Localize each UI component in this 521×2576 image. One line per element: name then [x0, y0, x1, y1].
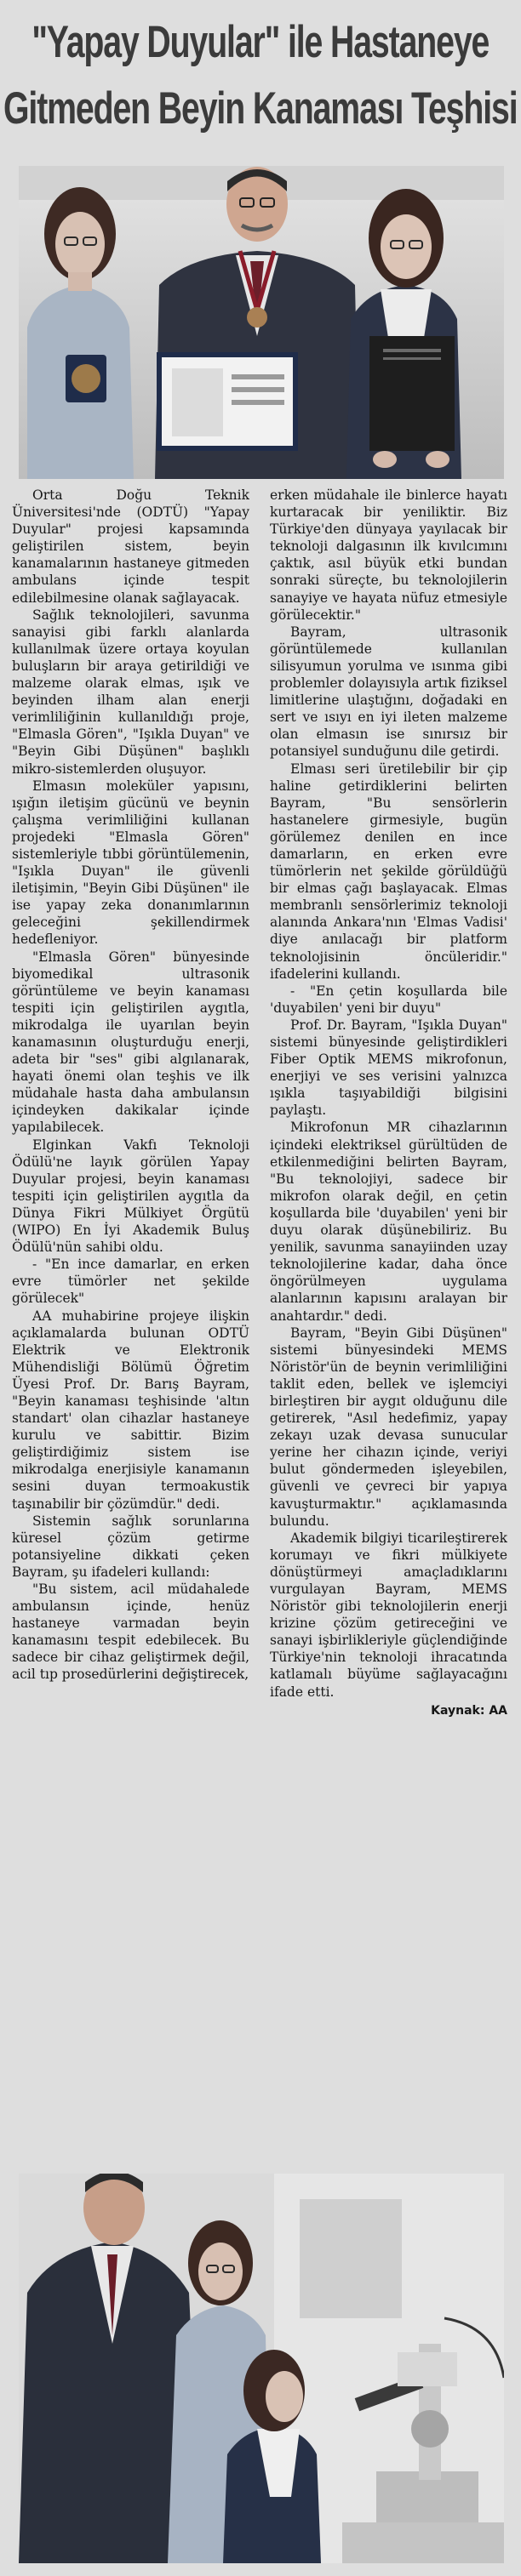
headline-line-2: Gitmeden Beyin Kanaması Teşhisi [3, 83, 518, 134]
subheading: - "En çetin koşullarda bile 'duyabilen' yeni bir duyu" [270, 983, 507, 1016]
paragraph: Sistemin sağlık sorunlarına küresel çözüm getirme potansiyeline dikkati çeken Bayram, şu ifadeleri kullandı: [12, 1513, 249, 1580]
paragraph: AA muhabirine projeye ilişkin açıklamalarda bulunan ODTÜ Elektrik ve Elektronik Mühendisliği Bölümü Öğretim Üyesi Prof. Dr. Barış Bayram, "Beyin kanaması teşhisinde 'altın standart' olan cihazlar hastaneye kurulu ve sabittir. Bizim geliştirdiğimiz sistem ise mikrodalga enerjisiyle kanamanın sesini duyan termoakustik taşınabilir bir çözümdür." dedi. [12, 1308, 249, 1512]
ceremony-photo [19, 166, 504, 479]
paragraph: erken müdahale ile binlerce hayatı kurtaracak bir yeniliktir. Biz Türkiye'den dünyaya yayılacak bir teknoloji dalgasının ilk kıvılcımını çaktık, asıl büyük etki bundan sonraki süreçte, bu teknolojilerin sanayiye ve hayata nüfuz etmesiyle görülecektir." [270, 487, 507, 623]
lab-photo [19, 2174, 504, 2563]
source-value: AA [489, 1703, 507, 1718]
paragraph: Orta Doğu Teknik Üniversitesi'nde (ODTÜ) "Yapay Duyular" projesi kapsamında geliştirilen sistem, beyin kanamalarının hastaneye gitmeden ambulans içinde tespit edilebilmesine olanak sağlayacak. [12, 487, 249, 606]
paragraph: Bayram, ultrasonik görüntülemede kullanılan silisyumun yorulma ve ısınma gibi problemler dolayısıyla artık fiziksel limitlerine ulaştığını, doğadaki en sert ve ısıyı en iyi ileten malzeme olan elmasın ise sınırsız bir potansiyel sunduğunu dile getirdi. [270, 624, 507, 760]
paragraph: Elmasın moleküler yapısını, ışığın iletişim gücünü ve beynin çalışma verimliliğini kullanan projedeki "Elmasla Gören" sistemleriyle tıbbi görüntülemenin, "Işıkla Duyan" ile güvenli iletişimin, "Beyin Gibi Düşünen" ile ise yapay zeka donanımlarının geleceğini şekillendirmek hedefleniyor. [12, 778, 249, 948]
headline-line-1: "Yapay Duyular" ile Hastaneye [31, 17, 490, 67]
paragraph: "Bu sistem, acil müdahalede ambulansın içinde, henüz hastaneye varmadan beyin kanamasını tespit edebilecek. Bu sadece bir cihaz geliştirmek değil, acil tıp prosedürlerini değiştirecek, [12, 1582, 249, 1683]
article-column-right [270, 487, 507, 2163]
paragraph: Akademik bilgiyi ticarileştirerek korumayı ve fikri mülkiyete dönüştürmeyi amaçladıklarını vurgulayan Bayram, MEMS Nöristör gibi teknolojilerin enerji krizine çözüm getireceğini ve sanayi işbirlikleriyle güçlendiğinde Türkiye'nin teknoloji ihracatında katlamalı büyüme sağlayacağını ifade etti. [270, 1530, 507, 1700]
paragraph: Bayram, "Beyin Gibi Düşünen" sistemi bünyesindeki MEMS Nöristör'ün de beynin verimliliğini taklit eden, bellek ve işlemciyi birleştiren bir aygıt olduğunu dile getirerek, "Asıl hedefimiz, yapay zekayı uzak devasa sunucular yerine her cihazın içinde, veriyi bulut göndermeden işleyebilen, güvenli ve çevreci bir yapıya kavuşturmaktır." açıklamasında bulundu. [270, 1325, 507, 1529]
paragraph: "Elmasla Gören" bünyesinde biyomedikal ultrasonik görüntüleme ve beyin kanaması tespiti için geliştirilen aygıtla, mikrodalga ile uyarılan beyin kanamasının oluşturduğu enerji, adeta bir "ses" gibi algılanarak, hayati önemi olan teşhis ve ilk müdahale hasta daha ambulansın içindeyken dakikalar içinde yapılabilecek. [12, 949, 249, 1136]
headline [0, 0, 521, 151]
paragraph: Prof. Dr. Bayram, "Işıkla Duyan" sistemi bünyesinde geliştirdikleri Fiber Optik MEMS mikrofonun, enerjiyi ve ses verisini yalnızca ışıkla taşıyabildiği bilgisini paylaştı. [270, 1017, 507, 1119]
article-column-left [12, 487, 249, 2163]
paragraph: Sağlık teknolojileri, savunma sanayisi gibi farklı alanlarda kullanılmak üzere ortaya koyulan buluşların bir araya getirildiği ve malzeme olarak elmas, ışık ve beyinden ilham alan enerji verimliliğinin kullanıldığı proje, "Elmasla Gören", "Işıkla Duyan" ve "Beyin Gibi Düşünen" başlıklı mikro-sistemlerden oluşuyor. [12, 607, 249, 777]
paragraph: Elginkan Vakfı Teknoloji Ödülü'ne layık görülen Yapay Duyular projesi, beyin kanaması tespiti için geliştirilen aygıtla da Dünya Fikri Mülkiyet Örgütü (WIPO) En İyi Akademik Buluş Ödülü'nün sahibi oldu. [12, 1137, 249, 1256]
paragraph: Mikrofonun MR cihazlarının içindeki elektriksel gürültüden de etkilenmediğini belirten Bayram, "Bu teknolojiyi, sadece bir mikrofon olarak değil, en çetin koşullarda bile 'duyabilen' yeni bir duyu olarak düşünebiliriz. Bu yenilik, savunma sanayiinden uzay teknolojilerine kadar, daha önce öngörülmeyen uygulama alanlarının kapısını aralayan bir anahtardır." dedi. [270, 1120, 507, 1324]
source-label: Kaynak: [431, 1703, 485, 1718]
source-credit [270, 1702, 507, 1719]
subheading: - "En ince damarlar, en erken evre tümörler net şekilde görülecek" [12, 1257, 249, 1307]
paragraph: Elması seri üretilebilir bir çip haline getirdiklerini belirten Bayram, "Bu sensörlerin hastanelere girmesiyle, bugün görülemez denilen en ince damarların, en erken evre tümörlerin net şekilde görüldüğü bir elmas çağı başlayacak. Elmas membranlı sensörlerimiz teknoloji alanında Ankara'nın 'Elmas Vadisi' diye anılacağı bir platform teknolojisinin öncüleridir." ifadelerini kullandı. [270, 761, 507, 982]
